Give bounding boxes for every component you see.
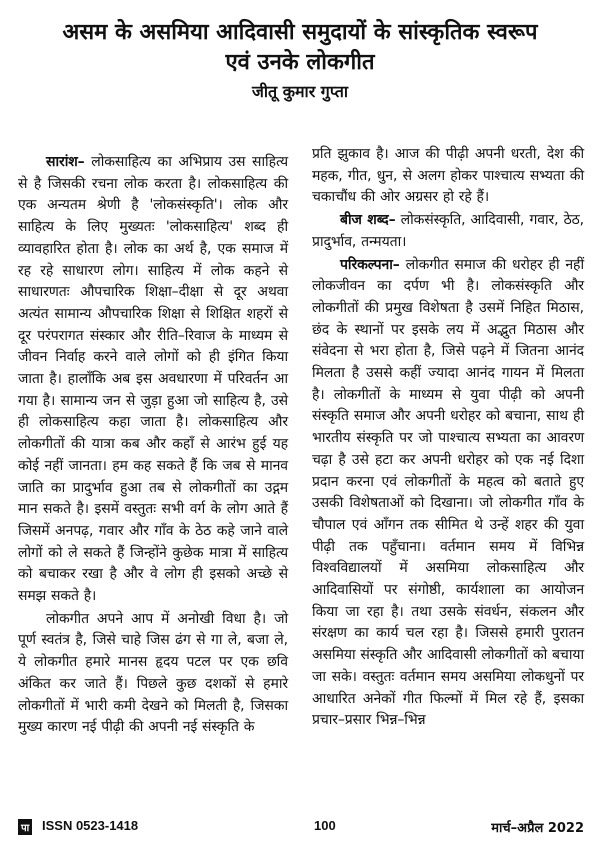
right-column — [312, 144, 584, 732]
author-name: जीतू कुमार गुप्ता — [251, 82, 349, 101]
issue-date: मार्च–अप्रैल 2022 — [491, 821, 584, 836]
keywords-text: लोकसंस्कृति, आदिवासी, गवार, ठेठ, प्रादुर्भाव, तन्मयता। — [312, 212, 584, 250]
article-title-line-1: असम के असमिया आदिवासी समुदायों के सांस्कृतिक स्वरूप — [62, 20, 538, 45]
abstract-paragraph — [18, 152, 288, 608]
abstract-text: लोकसाहित्य का अभिप्राय उस साहित्य से है जिसकी रचना लोक करता है। लोकसाहित्य की एक अन्यतम श्रेणी है 'लोकसंस्कृति'। लोक और साहित्य के लिए मुख्यतः 'लोकसाहित्य' शब्द ही व्यावहारित होता है। लोक का अर्थ है, एक समाज में रह रहे साधारण लोग। साहित्य में लोक कहने से साधारणतः औपचारिक शिक्षा–दीक्षा से दूर अथवा अत्यंत सामान्य औपचारिक शिक्षा से शिक्षित शहरों से दूर परंपरागत संस्कार और रीति–रिवाज के माध्यम से जीवन निर्वाह करने वाले लोगों को ही इंगित किया जाता है। हालाँकि अब इस अवधारणा में परिवर्तन आ गया है। सामान्य जन से जुड़ा हुआ जो साहित्य है, उसे ही लोकसाहित्य कहा जाता है। लोकसाहित्य और लोकगीतों की यात्रा कब और कहाँ से आरंभ हुई यह कोई नहीं जानता। हम कह सकते हैं कि जब से मानव जाति का प्रादुर्भाव हुआ तब से लोकगीतों का उद्गम मान सकते है। इसमें वस्तुतः सभी वर्ग के लोग आते हैं जिसमें अनपढ़, गवार और गाँव के ठेठ कहे जाने वाले लोगों को ले सकते हैं जिन्होंने कुछेक मात्रा में साहित्य को बचाकर रखा है और वे लोग ही इसको अच्छे से समझ सकते है। — [18, 154, 288, 605]
abstract-label: सारांश– — [46, 154, 85, 170]
page-number: 100 — [314, 818, 336, 833]
journal-logo: पा — [18, 819, 32, 835]
keywords-label: बीज शब्द– — [340, 212, 396, 229]
keywords-paragraph — [312, 210, 584, 253]
hypothesis-text: लोकगीत समाज की धरोहर ही नहीं लोकजीवन का दर्पण भी है। लोकसंस्कृति और लोकगीतों की प्रमुख विशेषता है उसमें निहित मिठास, छंद के स्थानों पर इसके लय में अद्भुत मिठास और संवेदना से भरा होता है, जिसे पढ़ने में जितना आनंद मिलता है उससे कहीं ज्यादा आनंद गायन में मिलता है। लोकगीतों के माध्यम से युवा पीढ़ी को अपनी संस्कृति समाज और अपनी धरोहर को बचाना, साथ ही भारतीय संस्कृति पर जो पाश्चात्य सभ्यता का आवरण चढ़ा है उसे हटा कर अपनी धरोहर को एक नई दिशा प्रदान करना एवं लोकगीतों के महत्व को बताते हुए उसकी विशेषताओं को दिखाना। जो लोकगीत गाँव के चौपाल एवं आँगन तक सीमित थे उन्हें शहर की युवा पीढ़ी तक पहुँचाना। वर्तमान समय में विभिन्न विश्वविद्यालयों में असमिया लोकसाहित्य और आदिवासियों पर संगोष्ठी, कार्यशाला का आयोजन किया जा रहा है। तथा उसके संवर्धन, संकलन और संरक्षण का कार्य चल रहा है। जिससे हमारी पुरातन असमिया संस्कृति और आदिवासी लोकगीतों को बचाया जा सके। वस्तुतः वर्तमान समय असमिया लोकधुनों पर आधारित अनेकों गीत फिल्मों में मिल रहे हैं, इसका प्रचार–प्रसार भिन्न–भिन्न — [312, 256, 584, 729]
body-paragraph: लोकगीत अपने आप में अनोखी विधा है। जो पूर्ण स्वतंत्र है, जिसे चाहे जिस ढंग से गा ले, बजा ले, ये लोकगीत हमारे मानस हृदय पटल पर एक छवि अंकित कर जाते हैं। पिछले कुछ दशकों से हमारे लोकगीतों में भारी कमी देखने को मिलती है, जिसका मुख्य कारण नई पीढ़ी की अपनी नई संस्कृति के — [18, 610, 288, 736]
article-title — [20, 18, 580, 78]
hypothesis-label: परिकल्पना– — [340, 256, 400, 273]
left-column — [18, 152, 288, 739]
article-title-line-2: एवं उनके लोकगीत — [225, 50, 375, 75]
continued-paragraph: प्रति झुकाव है। आज की पीढ़ी अपनी धरती, देश की महक, गीत, धुन, से अलग होकर पाश्चात्य सभ्यता की चकाचौंध की ओर अग्रसर हो रहे हैं। — [312, 146, 584, 206]
page-footer — [18, 818, 584, 838]
issn-number: ISSN 0523-1418 — [42, 818, 139, 833]
hypothesis-paragraph — [312, 255, 584, 732]
